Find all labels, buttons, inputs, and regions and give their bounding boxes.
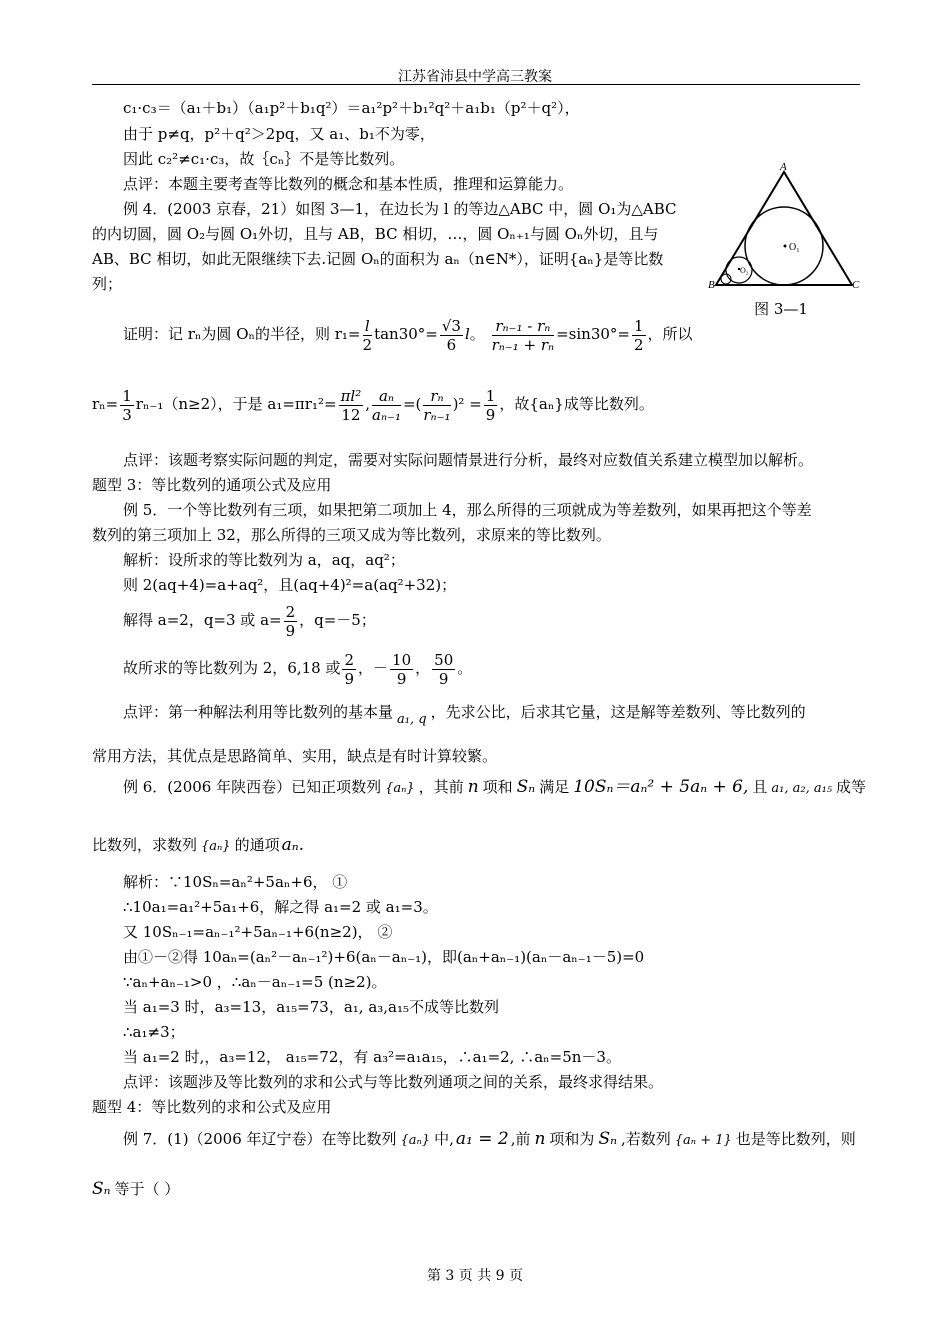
solution-text: 故所求的等比数列为 2，6,18 或 [123, 659, 341, 677]
example-7-line [92, 1174, 179, 1204]
solution-line: 又 10Sₙ₋₁=aₙ₋₁²+5aₙ₋₁+6(n≥2)， ② [123, 923, 393, 941]
note-line: 常用方法，其优点是思路简单、实用，缺点是有时计算较繁。 [92, 747, 498, 765]
example-text: 比数列，求数列 [92, 836, 198, 854]
section-title: 题型 3：等比数列的通项公式及应用 [92, 476, 332, 494]
solution-line: ∴10a₁=a₁²+5a₁+6，解之得 a₁=2 或 a₁=3。 [123, 898, 438, 916]
example-4-line: 列； [92, 275, 123, 293]
math-var: {aₙ} [400, 1133, 431, 1148]
fraction: $\frac{\text{rₙ₋₁ - rₙ}}{\text{rₙ₋₁ + rₙ}}$ [491, 316, 555, 354]
text-line: 点评：本题主要考查等比数列的概念和基本性质，推理和运算能力。 [123, 175, 574, 193]
note-text: ，先求公比，后求其它量，这是解等差数列、等比数列的 [430, 703, 806, 721]
symbol: =( [402, 395, 422, 413]
example-7-line [123, 1124, 856, 1156]
example-text: 也是等比数列，则 [735, 1130, 856, 1148]
example-text: 项和为 [549, 1130, 595, 1148]
example-5-line: 例 5．一个等比数列有三项，如果把第二项加上 4，那么所得的三项就成为等差数列，如果再把这个等差 [123, 501, 812, 519]
fraction: $\frac{50}{9}$ [434, 650, 454, 688]
triangle-diagram [706, 160, 860, 291]
header-rule [92, 84, 860, 85]
solution-text: ，－ [358, 659, 389, 677]
figure-triangle [706, 160, 860, 319]
page-footer: 第 3 页 共 9 页 [426, 1268, 524, 1284]
fraction: $\frac{2}{9}$ [285, 602, 296, 640]
solution-line: 当 a₁=3 时，a₃=13，a₁₅=73，a₁, a₃,a₁₅不成等比数列 [123, 998, 500, 1016]
proof-text: 证明：记 rₙ为圆 Oₙ的半径，则 r₁= [123, 325, 361, 343]
math-equation: a₁ = 2 [455, 1129, 509, 1149]
proof-text: tan30°= [374, 325, 438, 343]
figure-caption: 图 3—1 [754, 300, 808, 318]
fraction: $\frac{\text{aₙ}}{\text{aₙ₋₁}}$ [372, 386, 401, 424]
example-text: 满足 [539, 778, 570, 796]
example-text: 中, [434, 1130, 454, 1148]
solution-line: 由①－②得 10aₙ=(aₙ²－aₙ₋₁²)+6(aₙ－aₙ₋₁)，即(aₙ+aₙ₋₁)(aₙ－aₙ₋₁－5)=0 [123, 948, 645, 966]
math-var: a₁, q [397, 712, 427, 727]
vertex-label-b: B [708, 279, 715, 291]
proof-text: rₙ= [92, 395, 119, 413]
math-var: aₙ. [281, 835, 305, 855]
note-text: 点评：第一种解法利用等比数列的基本量 [123, 703, 394, 721]
example-text: ，其前 [418, 778, 464, 796]
example-text: 且 [752, 778, 768, 796]
example-4-line: AB、BC 相切，如此无限继续下去.记圆 Oₙ的面积为 aₙ（n∈N*），证明{aₙ}是等比数 [92, 250, 664, 268]
note-line: 点评：该题涉及等比数列的求和公式与等比数列通项之间的关系，最终求得结果。 [123, 1073, 664, 1091]
math-var: {aₙ} [201, 839, 231, 854]
math-equation: 10Sₙ＝aₙ² + 5aₙ + 6, [573, 777, 749, 797]
text-line: 因此 c₂²≠c₁·c₃，故｛cₙ｝不是等比数列。 [123, 150, 405, 168]
solution-line [123, 598, 376, 642]
fraction: $\frac{1}{3}$ [122, 386, 132, 424]
fraction: $\frac{10}{9}$ [392, 650, 412, 688]
example-text: 等于（ ） [114, 1180, 180, 1198]
proof-line: 证明：记 rₙ为圆 Oₙ的半径，则 r₁= $\frac{l}{2}$ tan30°= $\frac{√3}{6}$ l。 $\frac{\text{rₙ₋₁ - rₙ}}{\text{rₙ₋₁ + rₙ}}$ =sin30°= $\frac{1}{2}$ ，所以 [123, 316, 693, 354]
symbol: )² = [452, 395, 482, 413]
note-line: 点评：该题考察实际问题的判定，需要对实际问题情景进行分析，最终对应数值关系建立模型加以解析。 [123, 451, 814, 469]
math-var: n [467, 777, 479, 797]
example-6-line [92, 830, 306, 862]
fraction: $\frac{\text{rₙ}}{\text{rₙ₋₁}}$ [423, 386, 451, 424]
circle-label-o1: O₁ [789, 242, 800, 253]
math-var: Sₙ [516, 777, 536, 797]
note-line [123, 698, 806, 734]
proof-text: ，故{aₙ}成等比数列。 [499, 395, 654, 413]
fraction: $\frac{1}{9}$ [485, 386, 496, 424]
example-4-line: 例 4．(2003 京春，21）如图 3—1，在边长为 l 的等边△ABC 中，圆 O₁为△ABC [123, 200, 677, 218]
example-4-line: 的内切圆，圆 O₂与圆 O₁外切，且与 AB，BC 相切，…，圆 Oₙ₊₁与圆 Oₙ外切，且与 [92, 225, 659, 243]
example-text: ,前 [510, 1130, 531, 1148]
example-text: 例 6．(2006 年陕西卷）已知正项数列 [123, 778, 382, 796]
solution-line: 则 2(aq+4)=a+aq²，且(aq+4)²=a(aq²+32)； [123, 576, 457, 594]
example-text: 成等 [836, 778, 867, 796]
math-var: Sₙ [92, 1179, 111, 1199]
fraction: $\frac{l}{2}$ [362, 316, 373, 354]
solution-text: 解得 a=2，q=3 或 a= [123, 611, 282, 629]
proof-line [92, 382, 654, 426]
fraction: $\frac{2}{9}$ [344, 650, 355, 688]
math-var: a₁, a₂, a₁₅ [771, 781, 833, 796]
fraction: $\frac{1}{2}$ [634, 316, 644, 354]
fraction-tail: l [464, 325, 470, 343]
math-var: {aₙ} [385, 781, 415, 796]
fraction: $\frac{\text{πl²}}{12}$ [340, 386, 362, 424]
page-header: 江苏省沛县中学高三教案 [398, 69, 552, 85]
text-line: c₁·c₃＝（a₁＋b₁）（a₁p²＋b₁q²）＝a₁²p²＋b₁²q²＋a₁b₁（p²＋q²）， [123, 99, 580, 117]
section-title: 题型 4：等比数列的求和公式及应用 [92, 1098, 332, 1116]
vertex-label-c: C [852, 279, 860, 291]
example-text: 的通项 [234, 836, 280, 854]
proof-text: =sin30°= [556, 325, 630, 343]
example-text: 例 7．(1)（2006 年辽宁卷）在等比数列 [123, 1130, 397, 1148]
solution-line: 解析：设所求的等比数列为 a，aq，aq²； [123, 551, 405, 569]
solution-text: ，q=－5； [299, 611, 376, 629]
example-6-line [123, 772, 866, 804]
solution-line [123, 646, 472, 690]
math-var: Sₙ [598, 1129, 617, 1149]
example-text: 项和 [482, 778, 513, 796]
solution-line: ∵aₙ+aₙ₋₁>0 ，∴aₙ－aₙ₋₁=5 (n≥2)。 [123, 973, 387, 991]
example-text: ,若数列 [620, 1130, 671, 1148]
text-line: 由于 p≠q，p²＋q²＞2pq，又 a₁、b₁不为零， [123, 125, 435, 143]
example-5-line: 数列的第三项加上 32，那么所得的三项又成为等比数列，求原来的等比数列。 [92, 526, 611, 544]
solution-line: 当 a₁=2 时,，a₃=12， a₁₅=72，有 a₃²=a₁a₁₅，∴a₁=2, ∴aₙ=5n－3。 [123, 1048, 621, 1066]
math-var: {aₙ + 1} [674, 1133, 732, 1148]
solution-line: ∴a₁≠3； [123, 1023, 185, 1041]
proof-text: ，所以 [647, 325, 693, 343]
math-var: n [534, 1129, 546, 1149]
fraction: $\frac{√3}{6}$ [441, 316, 461, 354]
vertex-label-a: A [780, 161, 787, 173]
solution-line: 解析：∵10Sₙ=aₙ²+5aₙ+6， ① [123, 873, 348, 891]
proof-text: rₙ₋₁（n≥2），于是 a₁=πr₁²= [135, 395, 337, 413]
symbol: , [365, 395, 371, 413]
circle-label-o2: O₂ [740, 266, 749, 275]
solution-text: 。 [457, 659, 473, 677]
solution-text: ， [415, 659, 431, 677]
